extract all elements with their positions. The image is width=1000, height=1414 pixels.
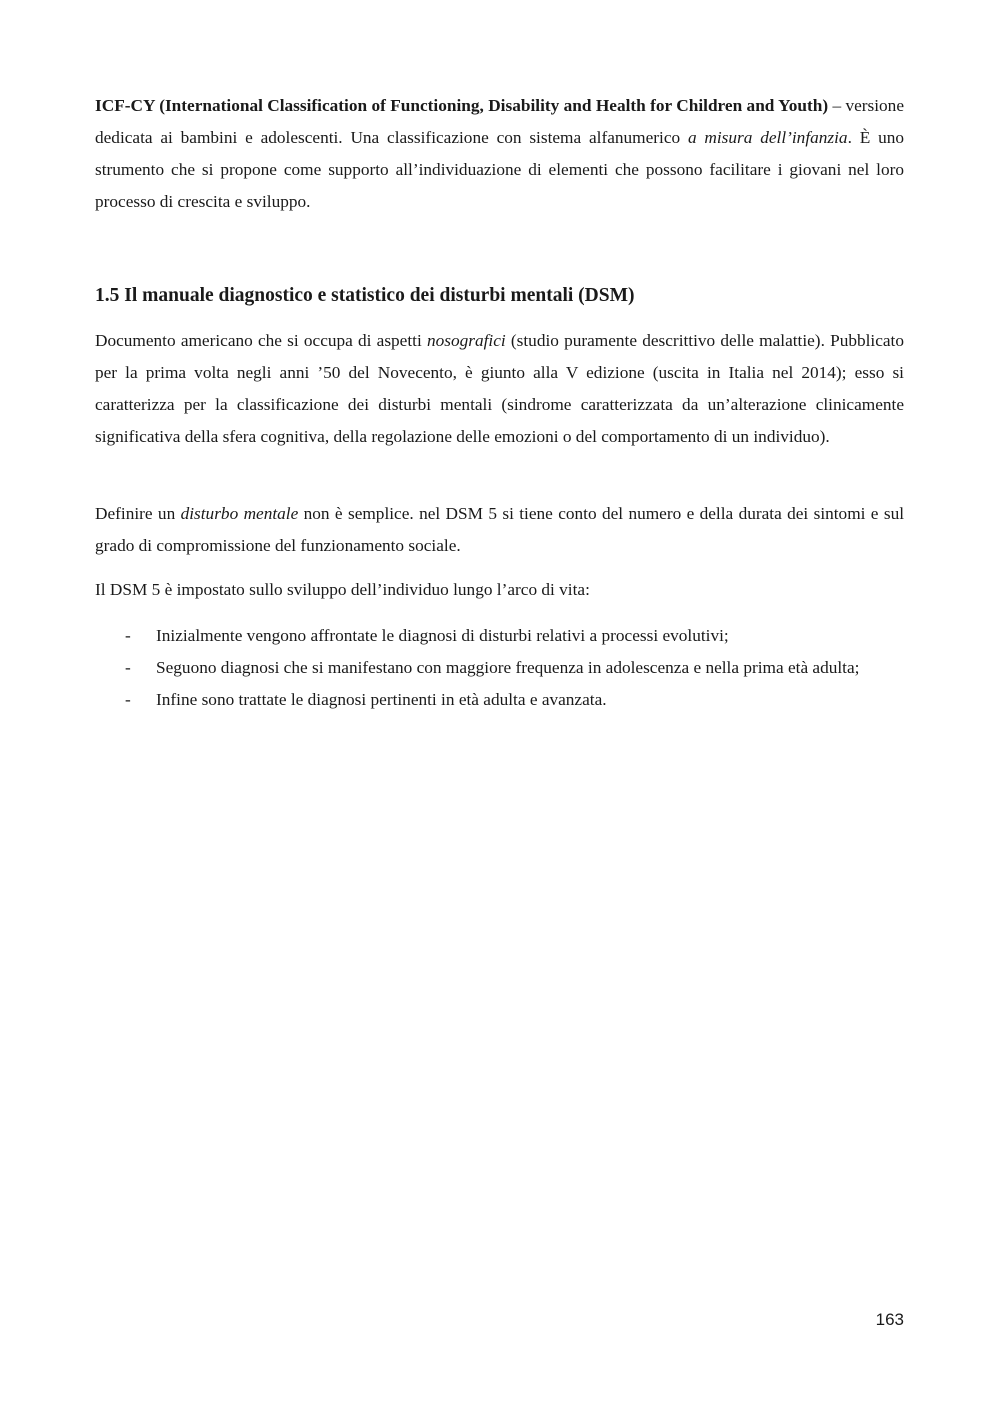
icf-cy-term: ICF-CY (International Classification of Functioning, Disability and Health for Children and Youth) — [95, 96, 829, 115]
list-item — [95, 652, 915, 684]
doc-text-1: Documento americano che si occupa di aspetti — [95, 331, 427, 350]
intro-emphasis: a misura dell’infanzia — [687, 128, 848, 147]
def-text-2: non è semplice. nel DSM 5 si tiene conto del numero e della durata dei sintomi e sul grado di compromissione del funzionamento sociale. — [95, 504, 905, 555]
dsm-lifespan-paragraph: Il DSM 5 è impostato sullo sviluppo dell’individuo lungo l’arco di vita: — [95, 580, 590, 599]
dsm-description-paragraph — [95, 325, 904, 453]
doc-emphasis: nosografici — [426, 331, 506, 350]
definition-paragraph — [95, 498, 904, 562]
page-number: 163 — [875, 1310, 904, 1329]
list-item — [95, 684, 915, 716]
def-text-1: Definire un — [95, 504, 181, 523]
list-item — [95, 620, 915, 652]
def-emphasis: disturbo mentale — [180, 504, 299, 523]
intro-text-1: – versione dedicata ai bambini e adolescenti. Una classificazione con sistema alfanumerico — [95, 96, 904, 147]
list-item-text: Seguono diagnosi che si manifestano con maggiore frequenza in adolescenza e nella prima età adulta; — [156, 658, 860, 677]
doc-text-2: (studio puramente descrittivo delle malattie). Pubblicato per la prima volta negli anni ’50 del Novecento, è giunto alla V edizione (uscita in Italia nel 2014); esso si caratterizza per la classificazione dei disturbi mentali (sindrome caratterizzata da un’alterazione clinicamente significativa della sfera cognitiva, della regolazione delle emozioni o del comportamento di un individuo). — [95, 331, 904, 446]
list-item-text: Inizialmente vengono affrontate le diagnosi di disturbi relativi a processi evolutivi; — [156, 626, 729, 645]
dash-bullet: - — [125, 658, 131, 677]
dash-bullet: - — [125, 690, 131, 709]
section-heading: 1.5 Il manuale diagnostico e statistico dei disturbi mentali (DSM) — [95, 285, 635, 306]
dash-bullet: - — [125, 626, 131, 645]
diagnosis-list — [95, 620, 915, 716]
list-item-text: Infine sono trattate le diagnosi pertinenti in età adulta e avanzata. — [156, 690, 607, 709]
intro-text-2: . È uno strumento che si propone come supporto all’individuazione di elementi che possono facilitare i giovani nel loro processo di crescita e sviluppo. — [95, 128, 904, 211]
intro-paragraph — [95, 90, 904, 218]
